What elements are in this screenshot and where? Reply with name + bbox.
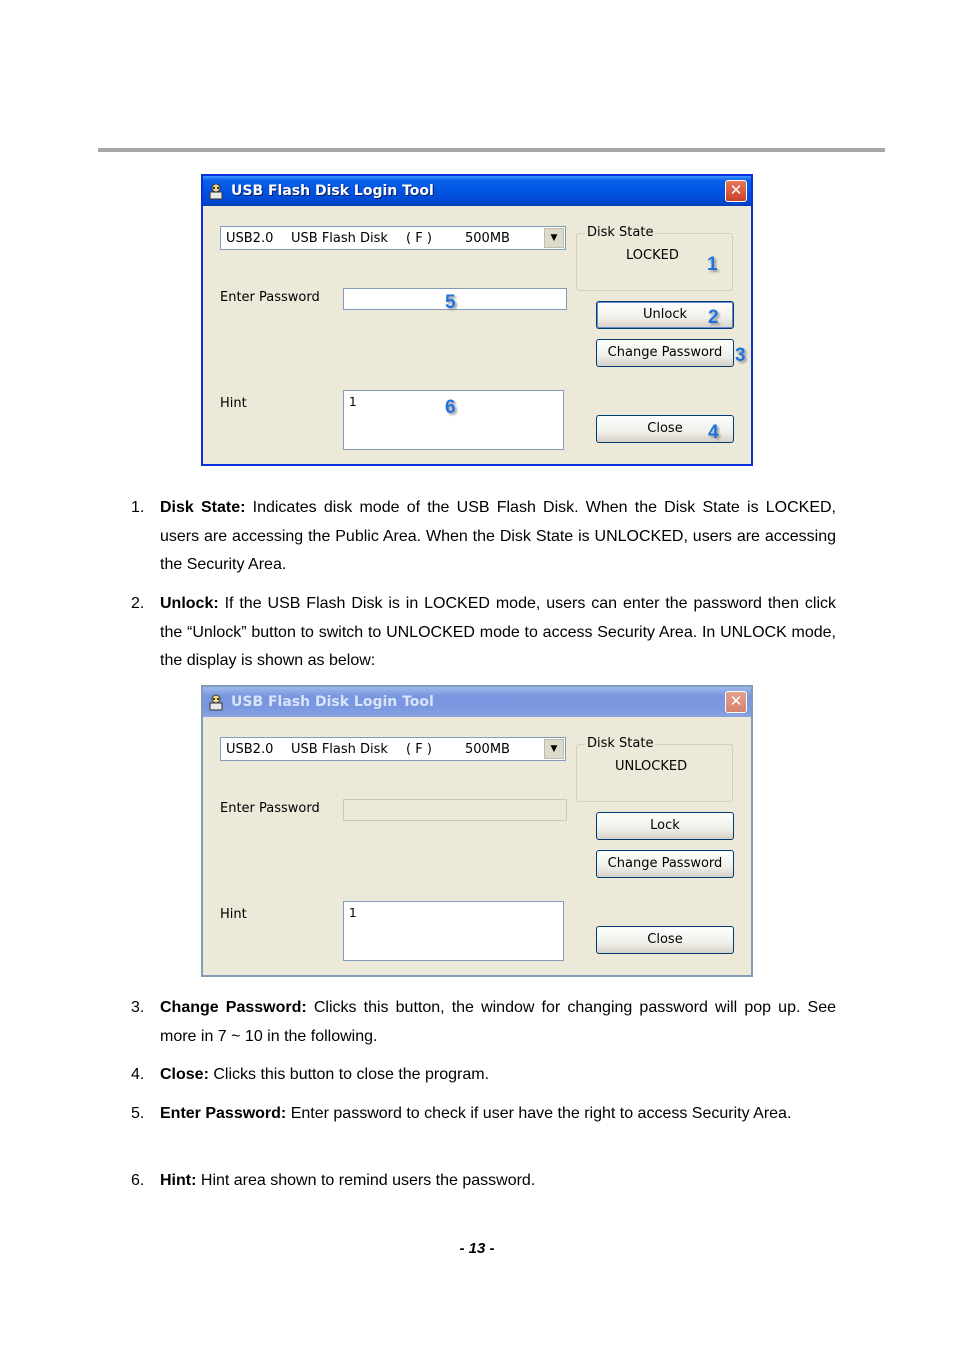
item-term: Disk State:	[160, 499, 246, 516]
item-text: Indicates disk mode of the USB Flash Disk. When the Disk State is LOCKED, users are accessing the Public Area. When the Disk State is UNLOCKED, users are accessing the Security Area.	[160, 499, 836, 573]
list-item	[131, 1100, 836, 1129]
close-button[interactable]: Close	[596, 415, 734, 443]
combo-drive: ( F )	[406, 231, 432, 246]
device-select[interactable]	[220, 226, 566, 250]
list-item	[131, 1167, 836, 1196]
hint-value: 1	[349, 906, 357, 920]
hint-label: Hint	[220, 907, 247, 922]
window-close-button[interactable]: ✕	[725, 691, 747, 713]
combo-drive: ( F )	[406, 742, 432, 757]
item-text: Clicks this button to close the program.	[208, 1066, 490, 1083]
disk-state-title: Disk State	[587, 225, 654, 240]
login-dialog-locked	[201, 174, 753, 466]
hint-textarea	[343, 901, 564, 961]
title-bar[interactable]	[203, 176, 751, 206]
close-button[interactable]: Close	[596, 926, 734, 954]
combo-size: 500MB	[465, 231, 510, 246]
combo-device: USB Flash Disk	[291, 231, 388, 246]
combo-device: USB Flash Disk	[291, 742, 388, 757]
callout-6: 6	[445, 397, 456, 418]
combo-interface: USB2.0	[226, 231, 274, 246]
page-number: - 13 -	[459, 1240, 495, 1257]
change-password-button[interactable]: Change Password	[596, 850, 734, 878]
item-number: 3.	[131, 999, 145, 1016]
item-text: If the USB Flash Disk is in LOCKED mode, users can enter the password then click the “Unlock” button to switch to UNLOCKED mode to access Security Area. In UNLOCK mode, the display is shown as below:	[160, 595, 836, 669]
item-number: 5.	[131, 1105, 145, 1122]
enter-password-label: Enter Password	[220, 290, 320, 305]
item-term: Unlock:	[160, 595, 219, 612]
title-bar[interactable]	[203, 687, 751, 717]
item-number: 6.	[131, 1172, 145, 1189]
app-icon	[207, 182, 225, 200]
item-term: Enter Password:	[160, 1105, 287, 1122]
header-rule	[98, 148, 885, 152]
item-text: Hint area shown to remind users the password.	[196, 1172, 536, 1189]
callout-4: 4	[708, 422, 719, 443]
change-password-button[interactable]: Change Password	[596, 339, 734, 367]
item-term: Hint:	[160, 1172, 197, 1189]
enter-password-label: Enter Password	[220, 801, 320, 816]
callout-2: 2	[708, 307, 719, 328]
login-dialog-unlocked	[201, 685, 753, 977]
list-item	[131, 994, 836, 1051]
lock-button[interactable]: Lock	[596, 812, 734, 840]
combo-size: 500MB	[465, 742, 510, 757]
window-title: USB Flash Disk Login Tool	[231, 183, 434, 199]
list-item	[131, 494, 836, 580]
chevron-down-icon[interactable]: ▼	[544, 739, 564, 759]
hint-label: Hint	[220, 396, 247, 411]
item-number: 1.	[131, 499, 145, 516]
item-number: 2.	[131, 595, 145, 612]
combo-interface: USB2.0	[226, 742, 274, 757]
item-number: 4.	[131, 1066, 145, 1083]
unlock-button[interactable]: Unlock	[596, 301, 734, 329]
window-title: USB Flash Disk Login Tool	[231, 694, 434, 710]
callout-3: 3	[735, 345, 746, 366]
list-item	[131, 1061, 836, 1090]
hint-value: 1	[349, 395, 357, 409]
disk-state-value: LOCKED	[626, 248, 679, 263]
item-text: Enter password to check if user have the right to access Security Area.	[286, 1105, 792, 1122]
window-close-button[interactable]: ✕	[725, 180, 747, 202]
item-term: Close:	[160, 1066, 209, 1083]
item-term: Change Password:	[160, 999, 307, 1016]
callout-1: 1	[707, 254, 718, 275]
item-text: Clicks this button, the window for changing password will pop up. See more in 7 ~ 10 in the following.	[160, 999, 837, 1045]
chevron-down-icon[interactable]: ▼	[544, 228, 564, 248]
device-select[interactable]	[220, 737, 566, 761]
callout-5: 5	[445, 292, 456, 313]
disk-state-title: Disk State	[587, 736, 654, 751]
password-input	[343, 799, 567, 821]
disk-state-value: UNLOCKED	[615, 759, 688, 774]
app-icon	[207, 693, 225, 711]
list-item	[131, 590, 836, 676]
